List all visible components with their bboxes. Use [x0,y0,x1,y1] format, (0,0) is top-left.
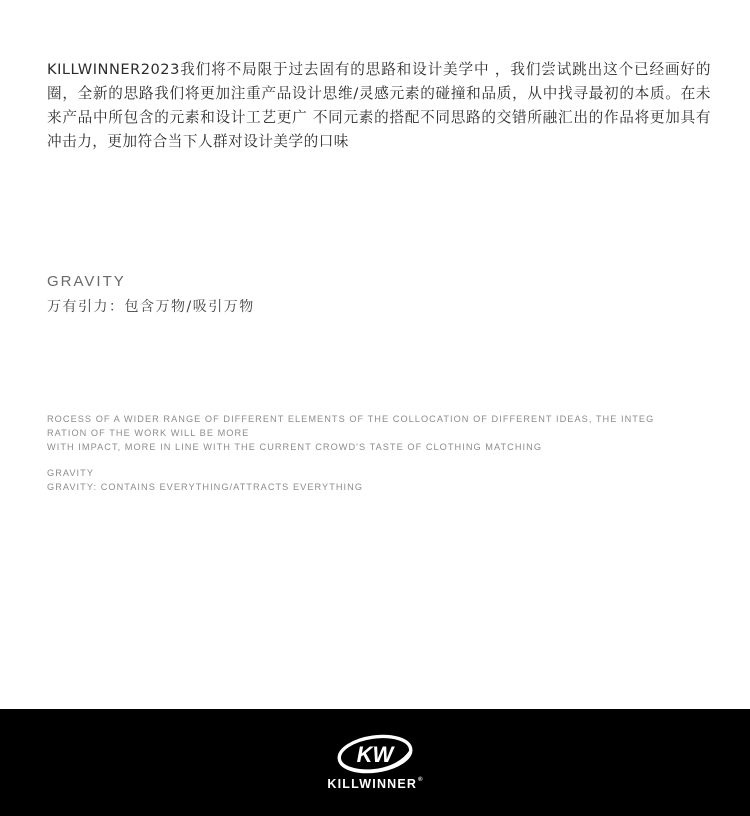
registered-mark: ® [418,777,423,783]
gravity-title: GRAVITY [47,273,126,290]
english-gravity-label: GRAVITY [47,468,94,479]
english-description [47,413,709,495]
english-gravity-line: GRAVITY: CONTAINS EVERYTHING/ATTRACTS EVERYTHING [47,482,364,493]
english-line-2: RATION OF THE WORK WILL BE MORE [47,427,250,438]
brand-name [0,777,750,791]
brand-name-text: KILLWINNER [327,777,418,791]
logo-mark-text: KW [356,742,394,767]
brand-footer [0,709,750,816]
kw-logo-icon [335,732,415,776]
intro-paragraph: KILLWINNER2023我们将不局限于过去固有的思路和设计美学中 ，我们尝试跳出这个已经画好的圈，全新的思路我们将更加注重产品设计思维/灵感元素的碰撞和品质，从中找寻最初的本质。在未来产品中所包含的元素和设计工艺更广 不同元素的搭配不同思路的交错所融汇出的作品将更加具有冲击力，更加符合当下人群对设计美学的口味 [47,61,711,150]
spacer [47,454,709,467]
gravity-subtitle: 万有引力：包含万物/吸引万物 [47,299,255,315]
english-line-1: ROCESS OF A WIDER RANGE OF DIFFERENT ELEMENTS OF THE COLLOCATION OF DIFFERENT IDEAS, THE INTEG [47,414,655,424]
english-line-3: WITH IMPACT, MORE IN LINE WITH THE CURRENT CROWD'S TASTE OF CLOTHING MATCHING [47,441,543,452]
